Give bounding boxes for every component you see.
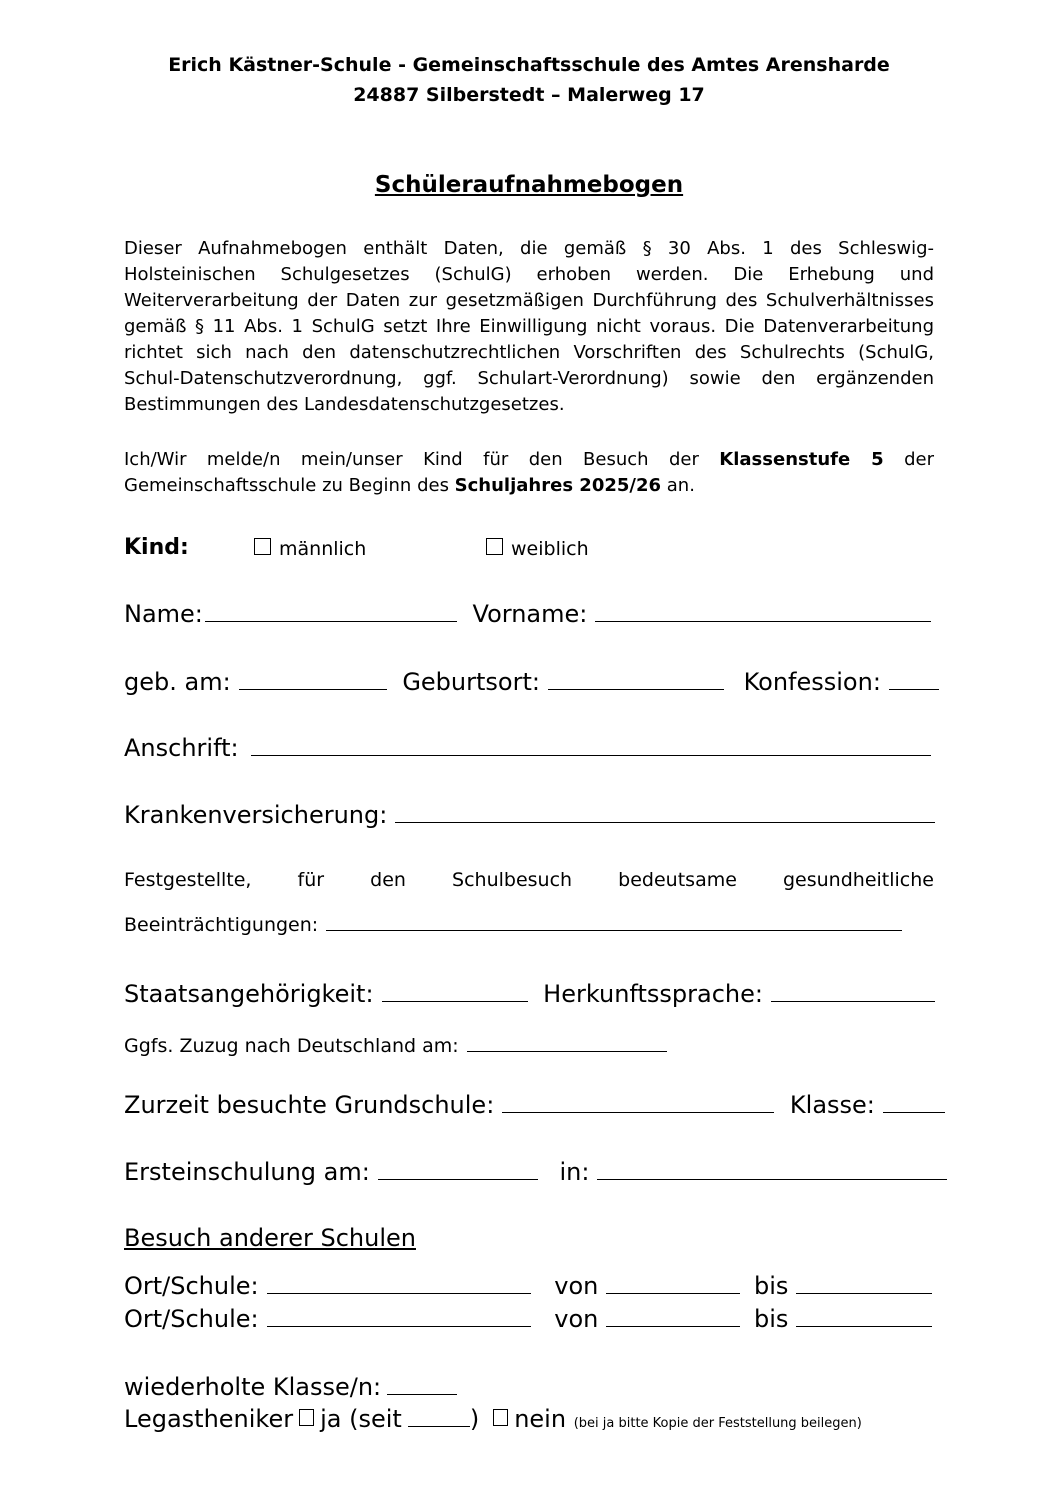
nationality-row	[124, 980, 935, 1008]
geburtsort-label: Geburtsort:	[402, 668, 540, 696]
zuzug-field[interactable]	[467, 1050, 667, 1052]
enrol-part3: an.	[661, 475, 695, 496]
dyslexia-no-checkbox[interactable]	[493, 1409, 508, 1426]
enrol-year: Schuljahres 2025/26	[454, 475, 662, 496]
enrol-part1: Ich/Wir melde/n mein/unser Kind für den Besuch der	[124, 449, 720, 470]
male-label: männlich	[279, 538, 367, 560]
school-name-header: Erich Kästner-Schule - Gemeinschaftsschule des Amtes Arensharde	[168, 54, 890, 76]
primary-school-row	[124, 1091, 945, 1119]
von-label: von	[554, 1272, 599, 1300]
health-word: Schulbesuch	[452, 869, 573, 891]
herkunft-label: Herkunftssprache:	[543, 980, 763, 1008]
dyslexia-row	[124, 1405, 862, 1433]
health-word: Festgestellte,	[124, 869, 252, 891]
staat-label: Staatsangehörigkeit:	[124, 980, 374, 1008]
erst-label: Ersteinschulung am:	[124, 1158, 370, 1186]
herkunft-field[interactable]	[771, 1000, 935, 1002]
von-field[interactable]	[606, 1325, 740, 1327]
legasthenie-since-field[interactable]	[408, 1425, 470, 1427]
kranken-field[interactable]	[395, 821, 935, 823]
intro-paragraph	[124, 236, 934, 418]
repeat-field[interactable]	[387, 1393, 457, 1395]
dyslexia-yes-checkbox[interactable]	[299, 1409, 314, 1426]
legasthenie-nein-label: nein	[514, 1405, 567, 1433]
female-checkbox[interactable]	[486, 538, 503, 555]
repeated-grade-row	[124, 1373, 457, 1401]
other-school-row	[124, 1305, 932, 1333]
in-field[interactable]	[597, 1178, 947, 1180]
arrival-row	[124, 1035, 667, 1057]
von-field[interactable]	[606, 1292, 740, 1294]
legasthenie-note: (bei ja bitte Kopie der Feststellung beilegen)	[573, 1416, 862, 1431]
legasthenie-close: )	[469, 1405, 480, 1433]
erst-field[interactable]	[378, 1178, 538, 1180]
health-word: den	[370, 869, 406, 891]
first-enrolment-row	[124, 1158, 947, 1186]
school-address-header: 24887 Silberstedt – Malerweg 17	[353, 84, 705, 106]
health-word: bedeutsame	[618, 869, 737, 891]
bis-label: bis	[754, 1272, 789, 1300]
health-word: gesundheitliche	[782, 869, 934, 891]
health-word: für	[297, 869, 325, 891]
legasthenie-ja-label: ja (seit	[320, 1405, 402, 1433]
page-title: Schüleraufnahmebogen	[374, 172, 684, 198]
klasse-field[interactable]	[883, 1111, 945, 1113]
ort-schule-label: Ort/Schule:	[124, 1305, 259, 1333]
insurance-row	[124, 801, 935, 829]
enrol-part2: der Gemeinschaftsschule zu Beginn des	[124, 449, 935, 496]
bis-field[interactable]	[796, 1325, 932, 1327]
male-option[interactable]	[254, 538, 366, 560]
bis-field[interactable]	[796, 1292, 932, 1294]
geb-field[interactable]	[239, 688, 387, 690]
ort-schule-label: Ort/Schule:	[124, 1272, 259, 1300]
ort-schule-field[interactable]	[267, 1325, 531, 1327]
konfession-field[interactable]	[889, 688, 939, 690]
geb-label: geb. am:	[124, 668, 231, 696]
male-checkbox[interactable]	[254, 538, 271, 555]
intro-text: Dieser Aufnahmebogen enthält Daten, die gemäß § 30 Abs. 1 des Schleswig-Holsteinischen Schulgesetzes (SchulG) erhoben werden. Die Erhebung und Weiterverarbeitung der Daten zur gesetzmäßigen Durchführung des Schulverhältnisses gemäß § 11 Abs. 1 SchulG setzt Ihre Einwilligung nicht voraus. Die Datenverarbeitung richtet sich nach den datenschutzrechtlichen Vorschriften des Schulrechts (SchulG, Schul-Datenschutzverordnung, ggf. Schulart-Verordnung) sowie den ergänzenden Bestimmungen des Landesdatenschutzgesetzes.	[124, 238, 934, 415]
bis-label: bis	[754, 1305, 789, 1333]
beeintraechtigungen-label: Beeinträchtigungen:	[124, 914, 319, 936]
beeintraechtigungen-field[interactable]	[326, 929, 902, 931]
von-label: von	[554, 1305, 599, 1333]
kranken-label: Krankenversicherung:	[124, 801, 388, 829]
staat-field[interactable]	[382, 1000, 528, 1002]
name-row	[124, 600, 931, 628]
other-school-row	[124, 1272, 932, 1300]
health-intro-row	[124, 869, 934, 891]
zuzug-label: Ggfs. Zuzug nach Deutschland am:	[124, 1035, 459, 1057]
address-row	[124, 734, 931, 762]
female-option[interactable]	[486, 538, 589, 560]
vorname-field[interactable]	[595, 620, 931, 622]
konfession-label: Konfession:	[743, 668, 881, 696]
grundschule-label: Zurzeit besuchte Grundschule:	[124, 1091, 495, 1119]
name-label: Name:	[124, 600, 203, 628]
female-label: weiblich	[511, 538, 589, 560]
anschrift-label: Anschrift:	[124, 734, 239, 762]
in-label: in:	[559, 1158, 590, 1186]
enrol-paragraph	[124, 447, 934, 499]
name-field[interactable]	[205, 620, 457, 622]
ort-schule-field[interactable]	[267, 1292, 531, 1294]
other-schools-heading: Besuch anderer Schulen	[124, 1224, 416, 1252]
legasthenie-label: Legastheniker	[124, 1405, 294, 1433]
kind-label: Kind:	[124, 535, 189, 560]
birth-row	[124, 668, 939, 696]
enrol-text	[124, 447, 934, 499]
grundschule-field[interactable]	[502, 1111, 774, 1113]
geburtsort-field[interactable]	[548, 688, 724, 690]
impairments-row	[124, 914, 902, 936]
enrol-grade: Klassenstufe 5	[719, 449, 884, 470]
repeat-label: wiederholte Klasse/n:	[124, 1373, 382, 1401]
klasse-label: Klasse:	[789, 1091, 875, 1119]
vorname-label: Vorname:	[472, 600, 588, 628]
anschrift-field[interactable]	[251, 754, 931, 756]
